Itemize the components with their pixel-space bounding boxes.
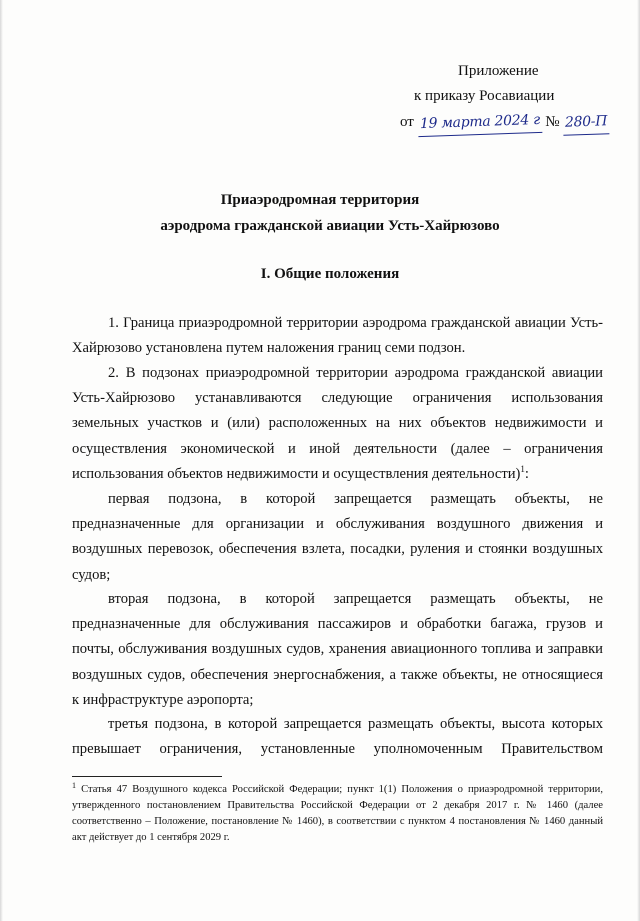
paragraph-1 <box>72 311 603 361</box>
document-title-line1: Приаэродромная территория <box>220 192 420 208</box>
appendix-order-ref: к приказу Росавиации <box>414 88 555 104</box>
appendix-label: Приложение <box>458 63 539 79</box>
paragraph-2-body: 2. В подзонах приаэродромной территории аэродрома гражданской авиации Усть-Хайрюзово устанавливаются следующие ограничения использования земельных участков и (или) расположенных на них объектов недвижимости и осуществления экономической и иной деятельности (далее – ограничения использования объектов недвижимости и осуществления деятельности) <box>72 365 603 482</box>
handwritten-date: 19 марта 2024 г <box>417 109 542 137</box>
footnote-marker: 1 <box>72 781 76 790</box>
footnote-reference: 1 <box>520 463 525 474</box>
paragraph-1-text: 1. Граница приаэродромной территории аэродрома гражданской авиации Усть-Хайрюзово установлена путем наложения границ семи подзон. <box>72 315 603 357</box>
appendix-date-number <box>400 111 610 135</box>
number-label: № <box>545 114 560 130</box>
section-heading: I. Общие положения <box>260 266 400 282</box>
footnote-divider <box>72 776 222 777</box>
footnote <box>72 782 603 846</box>
paragraph-subzone-3 <box>72 712 603 762</box>
paragraph-subzone-2 <box>72 587 603 713</box>
paragraph-2-text <box>72 361 603 487</box>
paragraph-2-suffix: : <box>524 465 529 482</box>
paragraph-subzone-3-text: третья подзона, в которой запрещается размещать объекты, высота которых превышает ограничения, установленные уполномоченным Правительством <box>72 716 603 758</box>
paragraph-2 <box>72 361 603 487</box>
paragraph-subzone-1 <box>72 487 603 588</box>
document-title-line2: аэродрома гражданской авиации Усть-Хайрюзово <box>160 218 500 234</box>
paragraph-subzone-2-text: вторая подзона, в которой запрещается размещать объекты, не предназначенные для обслуживания пассажиров и обработки багажа, грузов и почты, обслуживания воздушных судов, хранения авиационного топлива и заправки воздушных судов, обеспечения энергоснабжения, а также объекты, не относящиеся к инфраструктуре аэропорта; <box>72 591 603 708</box>
from-label: от <box>400 114 414 130</box>
handwritten-number: 280-П <box>563 110 610 136</box>
footnote-text: Статья 47 Воздушного кодекса Российской Федерации; пункт 1(1) Положения о приаэродромной территории, утвержденного постановлением Правительства Российской Федерации от 2 декабря 2017 г. № 1460 (далее соответственно – Положение, постановление № 1460), в соответствии с пунктом 4 постановления № 1460 данный акт действует до 1 сентября 2029 г. <box>72 784 603 843</box>
paragraph-subzone-1-text: первая подзона, в которой запрещается размещать объекты, не предназначенные для организации и обслуживания воздушного движения и воздушных перевозок, обеспечения взлета, посадки, руления и стоянки воздушных судов; <box>72 491 603 583</box>
scan-edge-left <box>0 0 3 921</box>
